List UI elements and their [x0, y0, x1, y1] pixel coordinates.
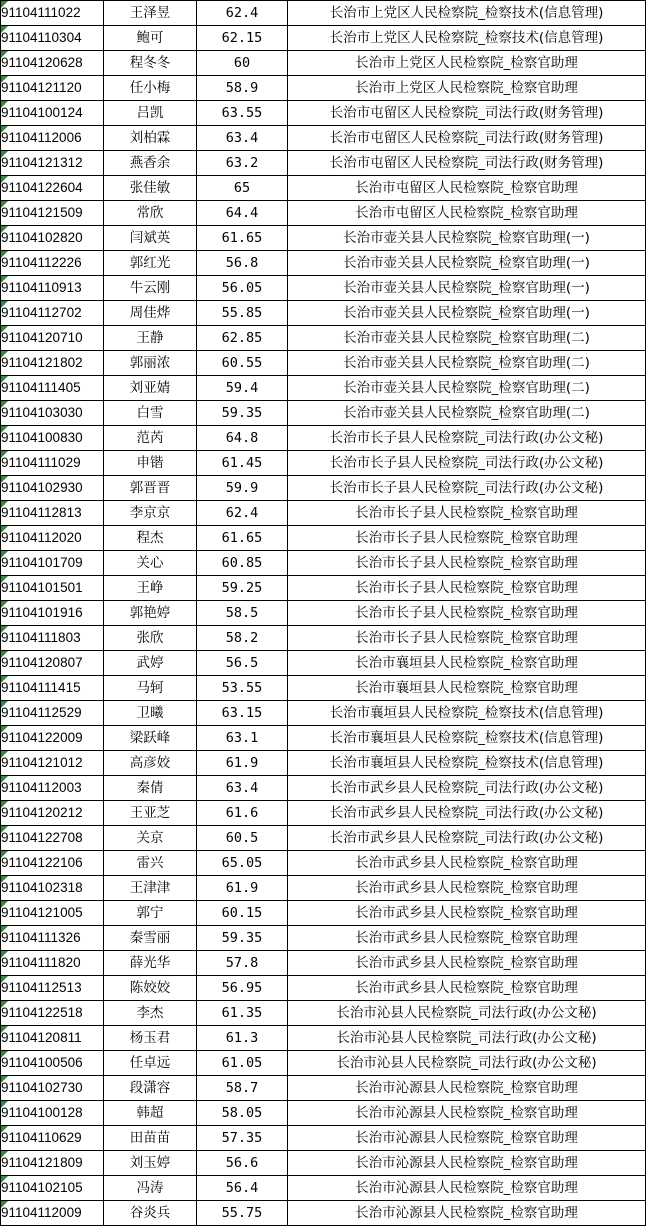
table-row	[1, 801, 646, 826]
table-row	[1, 51, 646, 76]
candidate-name-cell: 高彦姣	[104, 751, 197, 776]
candidate-name-cell: 冯涛	[104, 1176, 197, 1201]
score-cell: 63.15	[197, 701, 288, 726]
position-cell: 长治市壶关县人民检察院_检察官助理(一)	[288, 251, 646, 276]
table-row	[1, 776, 646, 801]
position-cell: 长治市屯留区人民检察院_检察官助理	[288, 201, 646, 226]
table-row	[1, 226, 646, 251]
position-cell: 长治市上党区人民检察院_检察技术(信息管理)	[288, 26, 646, 51]
exam-number-cell: 91104112006	[1, 126, 104, 151]
score-cell: 55.75	[197, 1201, 288, 1226]
table-row	[1, 451, 646, 476]
position-cell: 长治市长子县人民检察院_检察官助理	[288, 626, 646, 651]
table-row	[1, 651, 646, 676]
score-cell: 63.4	[197, 776, 288, 801]
position-cell: 长治市武乡县人民检察院_检察官助理	[288, 851, 646, 876]
exam-number-cell: 91104102930	[1, 476, 104, 501]
table-row	[1, 301, 646, 326]
score-cell: 58.9	[197, 76, 288, 101]
position-cell: 长治市武乡县人民检察院_检察官助理	[288, 951, 646, 976]
score-cell: 58.5	[197, 601, 288, 626]
position-cell: 长治市上党区人民检察院_检察官助理	[288, 76, 646, 101]
score-cell: 60	[197, 51, 288, 76]
exam-number-cell: 91104110913	[1, 276, 104, 301]
candidate-name-cell: 雷兴	[104, 851, 197, 876]
exam-number-cell: 91104122708	[1, 826, 104, 851]
exam-number-cell: 91104121509	[1, 201, 104, 226]
table-row	[1, 851, 646, 876]
table-row	[1, 901, 646, 926]
table-row	[1, 1001, 646, 1026]
score-cell: 65.05	[197, 851, 288, 876]
position-cell: 长治市壶关县人民检察院_检察官助理(一)	[288, 301, 646, 326]
table-row	[1, 526, 646, 551]
score-cell: 61.45	[197, 451, 288, 476]
candidate-name-cell: 程杰	[104, 526, 197, 551]
table-row	[1, 976, 646, 1001]
table-row	[1, 1176, 646, 1201]
position-cell: 长治市长子县人民检察院_检察官助理	[288, 526, 646, 551]
table-row	[1, 376, 646, 401]
candidate-name-cell: 马轲	[104, 676, 197, 701]
table-row	[1, 1, 646, 26]
exam-number-cell: 91104120807	[1, 651, 104, 676]
score-cell: 59.25	[197, 576, 288, 601]
score-cell: 56.05	[197, 276, 288, 301]
table-row	[1, 626, 646, 651]
candidate-name-cell: 闫斌英	[104, 226, 197, 251]
exam-number-cell: 91104112009	[1, 1201, 104, 1226]
exam-number-cell: 91104122518	[1, 1001, 104, 1026]
exam-number-cell: 91104100506	[1, 1051, 104, 1076]
candidate-name-cell: 郭红光	[104, 251, 197, 276]
candidate-name-cell: 关京	[104, 826, 197, 851]
table-row	[1, 951, 646, 976]
exam-number-cell: 91104110304	[1, 26, 104, 51]
exam-number-cell: 91104122009	[1, 726, 104, 751]
position-cell: 长治市沁县人民检察院_司法行政(办公文秘)	[288, 1001, 646, 1026]
score-cell: 58.05	[197, 1101, 288, 1126]
exam-number-cell: 91104100830	[1, 426, 104, 451]
position-cell: 长治市上党区人民检察院_检察技术(信息管理)	[288, 1, 646, 26]
score-cell: 59.9	[197, 476, 288, 501]
table-row	[1, 751, 646, 776]
exam-number-cell: 91104121012	[1, 751, 104, 776]
exam-number-cell: 91104111405	[1, 376, 104, 401]
candidate-name-cell: 周佳烨	[104, 301, 197, 326]
table-row	[1, 1151, 646, 1176]
table-row	[1, 276, 646, 301]
position-cell: 长治市长子县人民检察院_司法行政(办公文秘)	[288, 451, 646, 476]
table-row	[1, 1026, 646, 1051]
score-cell: 55.85	[197, 301, 288, 326]
candidate-name-cell: 鲍可	[104, 26, 197, 51]
score-cell: 59.35	[197, 401, 288, 426]
score-cell: 62.4	[197, 1, 288, 26]
position-cell: 长治市壶关县人民检察院_检察官助理(二)	[288, 401, 646, 426]
position-cell: 长治市长子县人民检察院_检察官助理	[288, 501, 646, 526]
exam-number-cell: 91104102730	[1, 1076, 104, 1101]
exam-number-cell: 91104111029	[1, 451, 104, 476]
exam-number-cell: 91104103030	[1, 401, 104, 426]
table-row	[1, 501, 646, 526]
candidate-name-cell: 王静	[104, 326, 197, 351]
score-cell: 58.7	[197, 1076, 288, 1101]
table-row	[1, 176, 646, 201]
results-table-body	[1, 1, 646, 1226]
exam-number-cell: 91104121312	[1, 151, 104, 176]
exam-number-cell: 91104122604	[1, 176, 104, 201]
candidate-name-cell: 任小梅	[104, 76, 197, 101]
exam-number-cell: 91104112702	[1, 301, 104, 326]
position-cell: 长治市屯留区人民检察院_检察官助理	[288, 176, 646, 201]
score-cell: 64.8	[197, 426, 288, 451]
candidate-name-cell: 吕凯	[104, 101, 197, 126]
table-row	[1, 926, 646, 951]
position-cell: 长治市沁源县人民检察院_检察官助理	[288, 1076, 646, 1101]
candidate-name-cell: 白雪	[104, 401, 197, 426]
exam-number-cell: 91104102105	[1, 1176, 104, 1201]
score-cell: 56.95	[197, 976, 288, 1001]
table-row	[1, 601, 646, 626]
exam-number-cell: 91104122106	[1, 851, 104, 876]
table-row	[1, 101, 646, 126]
candidate-name-cell: 郭晋晋	[104, 476, 197, 501]
score-cell: 61.6	[197, 801, 288, 826]
score-cell: 60.15	[197, 901, 288, 926]
score-cell: 59.35	[197, 926, 288, 951]
candidate-name-cell: 梁跃峰	[104, 726, 197, 751]
position-cell: 长治市沁县人民检察院_司法行政(办公文秘)	[288, 1026, 646, 1051]
table-row	[1, 1076, 646, 1101]
position-cell: 长治市武乡县人民检察院_检察官助理	[288, 876, 646, 901]
candidate-name-cell: 关心	[104, 551, 197, 576]
score-cell: 57.8	[197, 951, 288, 976]
table-row	[1, 826, 646, 851]
score-cell: 56.6	[197, 1151, 288, 1176]
position-cell: 长治市沁源县人民检察院_检察官助理	[288, 1201, 646, 1226]
exam-number-cell: 91104112513	[1, 976, 104, 1001]
position-cell: 长治市长子县人民检察院_检察官助理	[288, 601, 646, 626]
score-cell: 60.5	[197, 826, 288, 851]
candidate-name-cell: 刘柏霖	[104, 126, 197, 151]
candidate-name-cell: 谷炎兵	[104, 1201, 197, 1226]
score-cell: 57.35	[197, 1126, 288, 1151]
exam-number-cell: 91104120212	[1, 801, 104, 826]
score-cell: 63.1	[197, 726, 288, 751]
score-cell: 60.55	[197, 351, 288, 376]
position-cell: 长治市襄垣县人民检察院_检察技术(信息管理)	[288, 751, 646, 776]
candidate-name-cell: 王泽昱	[104, 1, 197, 26]
candidate-name-cell: 牛云刚	[104, 276, 197, 301]
candidate-name-cell: 郭艳婷	[104, 601, 197, 626]
position-cell: 长治市武乡县人民检察院_司法行政(办公文秘)	[288, 776, 646, 801]
score-cell: 61.65	[197, 226, 288, 251]
candidate-name-cell: 王亚芝	[104, 801, 197, 826]
position-cell: 长治市沁源县人民检察院_检察官助理	[288, 1176, 646, 1201]
score-cell: 56.5	[197, 651, 288, 676]
table-row	[1, 1051, 646, 1076]
table-row	[1, 576, 646, 601]
score-cell: 56.8	[197, 251, 288, 276]
score-cell: 63.4	[197, 126, 288, 151]
position-cell: 长治市襄垣县人民检察院_检察技术(信息管理)	[288, 726, 646, 751]
position-cell: 长治市武乡县人民检察院_司法行政(办公文秘)	[288, 801, 646, 826]
table-row	[1, 201, 646, 226]
table-row	[1, 676, 646, 701]
table-row	[1, 326, 646, 351]
position-cell: 长治市上党区人民检察院_检察官助理	[288, 51, 646, 76]
score-cell: 62.85	[197, 326, 288, 351]
candidate-name-cell: 常欣	[104, 201, 197, 226]
table-row	[1, 876, 646, 901]
exam-number-cell: 91104111022	[1, 1, 104, 26]
exam-number-cell: 91104121802	[1, 351, 104, 376]
exam-number-cell: 91104100124	[1, 101, 104, 126]
position-cell: 长治市屯留区人民检察院_司法行政(财务管理)	[288, 101, 646, 126]
exam-number-cell: 91104112813	[1, 501, 104, 526]
exam-number-cell: 91104101709	[1, 551, 104, 576]
table-row	[1, 1126, 646, 1151]
table-row	[1, 726, 646, 751]
position-cell: 长治市襄垣县人民检察院_检察官助理	[288, 651, 646, 676]
candidate-name-cell: 郭丽浓	[104, 351, 197, 376]
exam-number-cell: 91104102318	[1, 876, 104, 901]
table-row	[1, 1201, 646, 1226]
position-cell: 长治市屯留区人民检察院_司法行政(财务管理)	[288, 151, 646, 176]
score-cell: 62.15	[197, 26, 288, 51]
exam-number-cell: 91104121120	[1, 76, 104, 101]
exam-number-cell: 91104112226	[1, 251, 104, 276]
score-cell: 58.2	[197, 626, 288, 651]
score-cell: 64.4	[197, 201, 288, 226]
table-row	[1, 26, 646, 51]
position-cell: 长治市武乡县人民检察院_检察官助理	[288, 926, 646, 951]
exam-number-cell: 91104120811	[1, 1026, 104, 1051]
exam-number-cell: 91104102820	[1, 226, 104, 251]
candidate-name-cell: 陈姣姣	[104, 976, 197, 1001]
score-cell: 61.9	[197, 751, 288, 776]
position-cell: 长治市沁源县人民检察院_检察官助理	[288, 1151, 646, 1176]
position-cell: 长治市沁县人民检察院_司法行政(办公文秘)	[288, 1051, 646, 1076]
position-cell: 长治市武乡县人民检察院_检察官助理	[288, 976, 646, 1001]
score-cell: 63.2	[197, 151, 288, 176]
position-cell: 长治市长子县人民检察院_司法行政(办公文秘)	[288, 426, 646, 451]
candidate-name-cell: 李杰	[104, 1001, 197, 1026]
candidate-name-cell: 刘亚婧	[104, 376, 197, 401]
exam-number-cell: 91104101501	[1, 576, 104, 601]
exam-number-cell: 91104111820	[1, 951, 104, 976]
candidate-name-cell: 段潇容	[104, 1076, 197, 1101]
exam-number-cell: 91104120710	[1, 326, 104, 351]
position-cell: 长治市屯留区人民检察院_司法行政(财务管理)	[288, 126, 646, 151]
exam-number-cell: 91104101916	[1, 601, 104, 626]
candidate-name-cell: 申锴	[104, 451, 197, 476]
score-cell: 61.3	[197, 1026, 288, 1051]
exam-number-cell: 91104110629	[1, 1126, 104, 1151]
candidate-name-cell: 王津津	[104, 876, 197, 901]
position-cell: 长治市壶关县人民检察院_检察官助理(二)	[288, 376, 646, 401]
table-row	[1, 351, 646, 376]
candidate-name-cell: 范芮	[104, 426, 197, 451]
table-row	[1, 551, 646, 576]
score-cell: 61.05	[197, 1051, 288, 1076]
position-cell: 长治市襄垣县人民检察院_检察技术(信息管理)	[288, 701, 646, 726]
table-row	[1, 701, 646, 726]
position-cell: 长治市壶关县人民检察院_检察官助理(二)	[288, 351, 646, 376]
position-cell: 长治市壶关县人民检察院_检察官助理(二)	[288, 326, 646, 351]
candidate-name-cell: 张欣	[104, 626, 197, 651]
candidate-name-cell: 秦雪丽	[104, 926, 197, 951]
exam-number-cell: 91104111803	[1, 626, 104, 651]
exam-number-cell: 91104120628	[1, 51, 104, 76]
score-cell: 61.35	[197, 1001, 288, 1026]
position-cell: 长治市长子县人民检察院_司法行政(办公文秘)	[288, 476, 646, 501]
candidate-name-cell: 杨玉君	[104, 1026, 197, 1051]
position-cell: 长治市武乡县人民检察院_检察官助理	[288, 901, 646, 926]
candidate-name-cell: 任卓远	[104, 1051, 197, 1076]
candidate-name-cell: 田苗苗	[104, 1126, 197, 1151]
position-cell: 长治市壶关县人民检察院_检察官助理(一)	[288, 276, 646, 301]
score-cell: 61.9	[197, 876, 288, 901]
score-cell: 59.4	[197, 376, 288, 401]
score-cell: 56.4	[197, 1176, 288, 1201]
score-cell: 62.4	[197, 501, 288, 526]
table-row	[1, 126, 646, 151]
position-cell: 长治市壶关县人民检察院_检察官助理(一)	[288, 226, 646, 251]
candidate-name-cell: 秦倩	[104, 776, 197, 801]
candidate-name-cell: 李京京	[104, 501, 197, 526]
candidate-name-cell: 薛光华	[104, 951, 197, 976]
table-row	[1, 251, 646, 276]
candidate-name-cell: 刘玉婷	[104, 1151, 197, 1176]
position-cell: 长治市沁源县人民检察院_检察官助理	[288, 1101, 646, 1126]
position-cell: 长治市武乡县人民检察院_司法行政(办公文秘)	[288, 826, 646, 851]
candidate-name-cell: 卫曦	[104, 701, 197, 726]
position-cell: 长治市长子县人民检察院_检察官助理	[288, 551, 646, 576]
candidate-name-cell: 程冬冬	[104, 51, 197, 76]
score-cell: 61.65	[197, 526, 288, 551]
score-cell: 63.55	[197, 101, 288, 126]
table-row	[1, 151, 646, 176]
candidate-name-cell: 武婷	[104, 651, 197, 676]
score-cell: 53.55	[197, 676, 288, 701]
position-cell: 长治市沁源县人民检察院_检察官助理	[288, 1126, 646, 1151]
table-row	[1, 426, 646, 451]
score-cell: 60.85	[197, 551, 288, 576]
score-cell: 65	[197, 176, 288, 201]
exam-number-cell: 91104111326	[1, 926, 104, 951]
exam-number-cell: 91104111415	[1, 676, 104, 701]
candidate-name-cell: 王峥	[104, 576, 197, 601]
candidate-name-cell: 张佳敏	[104, 176, 197, 201]
candidate-name-cell: 韩超	[104, 1101, 197, 1126]
position-cell: 长治市襄垣县人民检察院_检察官助理	[288, 676, 646, 701]
exam-number-cell: 91104121809	[1, 1151, 104, 1176]
candidate-name-cell: 燕香余	[104, 151, 197, 176]
table-row	[1, 1101, 646, 1126]
exam-number-cell: 91104112003	[1, 776, 104, 801]
exam-number-cell: 91104121005	[1, 901, 104, 926]
table-row	[1, 401, 646, 426]
table-row	[1, 476, 646, 501]
exam-number-cell: 91104112020	[1, 526, 104, 551]
exam-number-cell: 91104112529	[1, 701, 104, 726]
candidate-name-cell: 郭宁	[104, 901, 197, 926]
position-cell: 长治市长子县人民检察院_检察官助理	[288, 576, 646, 601]
exam-number-cell: 91104100128	[1, 1101, 104, 1126]
table-row	[1, 76, 646, 101]
